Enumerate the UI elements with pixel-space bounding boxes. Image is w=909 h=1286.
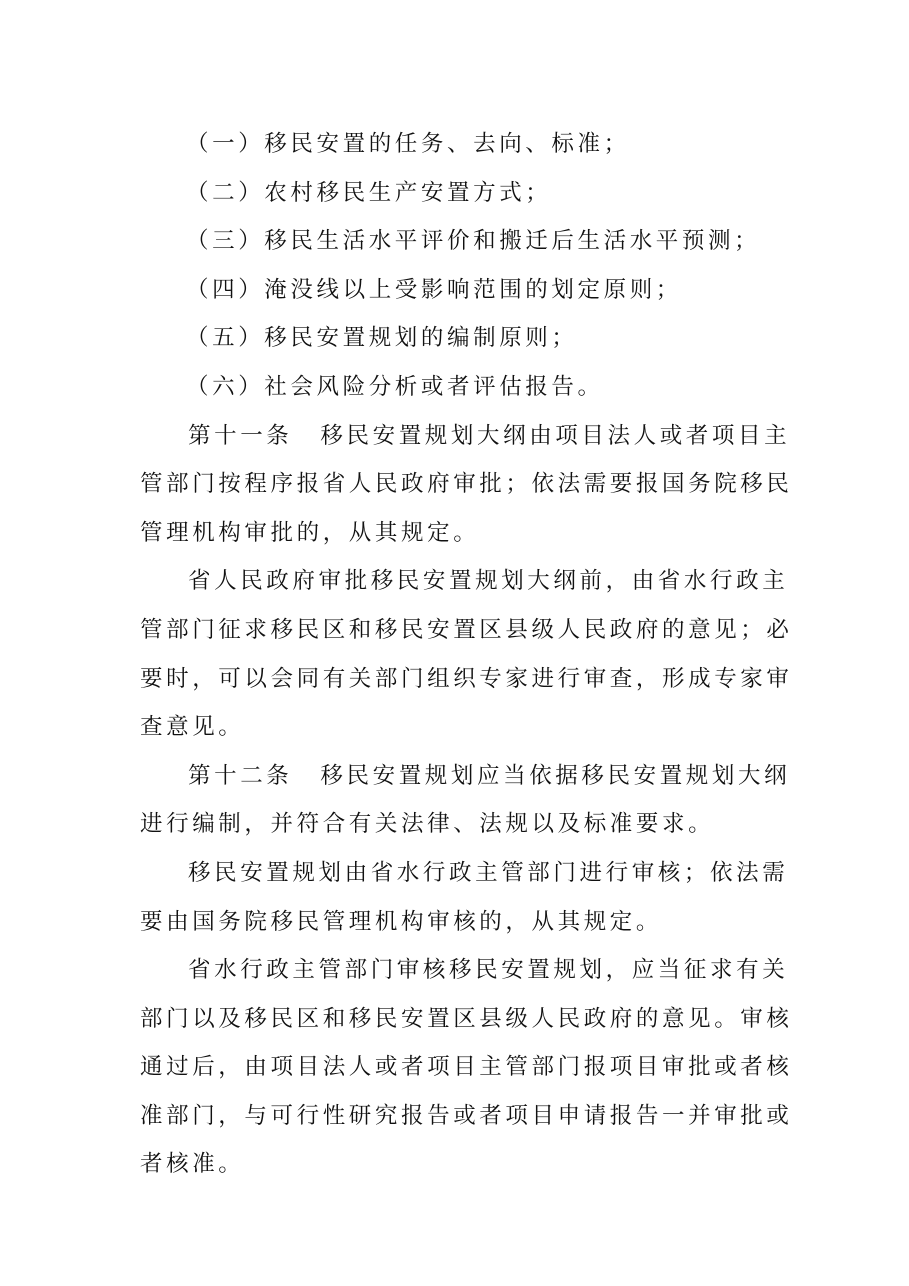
- paragraph-line: 要时，可以会同有关部门组织专家进行审查，形成专家审: [140, 665, 793, 692]
- article-12-line: 进行编制，并符合有关法律、法规以及标准要求。: [140, 811, 715, 838]
- article-11-first-line: [140, 412, 791, 461]
- document-body: [140, 120, 793, 1189]
- paragraph-line: 要由国务院移民管理机构审核的，从其规定。: [140, 908, 663, 935]
- paragraph-line: 查意见。: [140, 714, 245, 741]
- article-11-line: 管理机构审批的，从其规定。: [140, 519, 480, 546]
- paragraph-line: 移民安置规划由省水行政主管部门进行审核；依法需: [188, 859, 789, 886]
- list-item: （五）移民安置规划的编制原则；: [186, 325, 578, 352]
- paragraph-line: 通过后，由项目法人或者项目主管部门报项目审批或者核: [140, 1054, 793, 1081]
- article-12-first-line: [140, 752, 791, 801]
- paragraph-line: 准部门，与可行性研究报告或者项目申请报告一并审批或: [140, 1102, 793, 1129]
- article-12-text: 移民安置规划应当依据移民安置规划大纲: [320, 762, 791, 789]
- article-11-heading: 第十一条: [188, 422, 293, 449]
- list-item: （二）农村移民生产安置方式；: [186, 179, 552, 206]
- article-11-text: 移民安置规划大纲由项目法人或者项目主: [320, 422, 791, 449]
- list-item: （一）移民安置的任务、去向、标准；: [186, 131, 630, 157]
- paragraph-line: 省水行政主管部门审核移民安置规划，应当征求有关: [188, 957, 789, 984]
- list-item: （四）淹没线以上受影响范围的划定原则；: [186, 276, 682, 303]
- paragraph-line: 省人民政府审批移民安置规划大纲前，由省水行政主: [188, 568, 789, 595]
- article-12-heading: 第十二条: [188, 762, 293, 789]
- paragraph-line: 部门以及移民区和移民安置区县级人民政府的意见。审核: [140, 1005, 793, 1032]
- list-item: （六）社会风险分析或者评估报告。: [186, 373, 604, 400]
- paragraph-line: 者核准。: [140, 1151, 245, 1178]
- paragraph-line: 管部门征求移民区和移民安置区县级人民政府的意见；必: [140, 616, 793, 643]
- article-11-line: 管部门按程序报省人民政府审批；依法需要报国务院移民: [140, 471, 793, 498]
- list-item: （三）移民生活水平评价和搬迁后生活水平预测；: [186, 228, 761, 255]
